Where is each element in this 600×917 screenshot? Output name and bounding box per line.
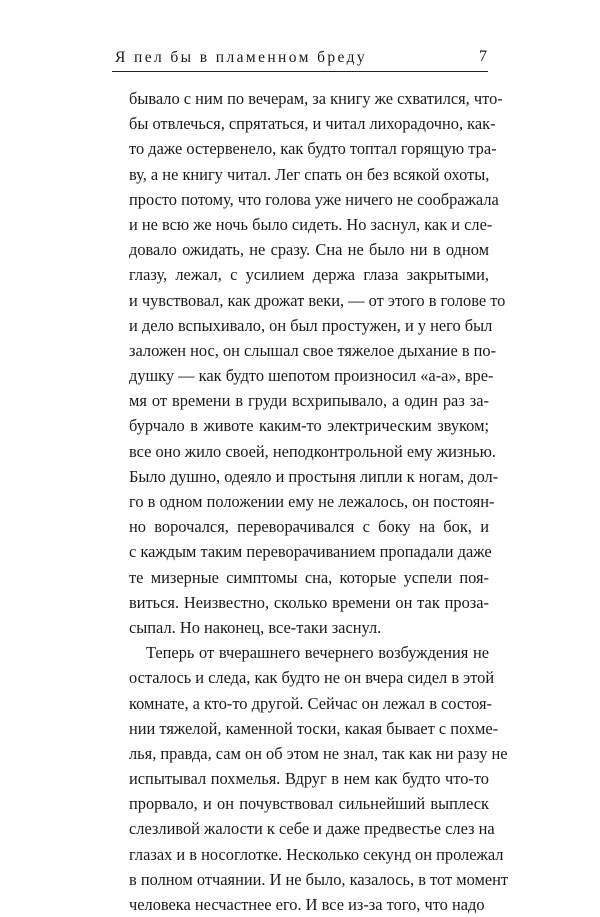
text-line: в полном отчаянии. И не было, казалось, в тот момент [129,869,509,889]
text-line: душку — как будто шепотом произносил «а-а», вре- [129,366,494,386]
text-line: комнате, а кто-то другой. Сейчас он лежал в состоя- [129,693,493,713]
body-text [129,86,509,917]
text-line: все оно жило своей, неподконтрольной ему жизнью. [129,441,496,461]
text-line: виться. Неизвестно, сколько времени он так проза- [129,592,489,612]
text-line: довало ожидать, не сразу. Сна не было ни в одном [129,240,489,260]
text-line: и чувствовал, как дрожат веки, — от этого в голове то [129,290,506,310]
running-title: Я пел бы в пламенном бреду [115,49,368,66]
text-line: испытывал похмелья. Вдруг в нем как будто что-то [129,769,489,789]
text-line: те мизерные симптомы сна, которые успели поя- [129,567,489,587]
text-line: и не всю же ночь было сидеть. Но заснул, как и сле- [129,214,493,234]
text-line: го в одном положении ему не лежалось, он постоян- [129,492,495,511]
text-line: сыпал. Но наконец, все-таки заснул. [129,617,382,637]
text-line: то даже остервенело, как будто топтал горящую тра- [129,139,497,159]
header-rule [112,71,488,72]
text-line: просто потому, что голова уже ничего не соображала [129,189,499,209]
text-line: Было душно, одеяло и простыня липли к ногам, дол- [129,466,499,486]
text-line: Теперь от вчерашнего вечернего возбуждения не [146,643,489,663]
text-line: глазу, лежал, с усилием держа глаза закрытыми, [129,265,489,285]
text-line: но ворочался, переворачивался с боку на бок, и [129,517,489,537]
text-line: осталось и следа, как будто не он вчера сидел в этой [129,668,495,688]
text-line: человека несчастнее его. И все из-за того, что надо [129,895,485,914]
text-line: заложен нос, он слышал свое тяжелое дыхание в по- [129,340,497,360]
text-line: нии тяжелой, каменной тоски, какая бывает с похме- [129,718,499,738]
text-line: и дело вспыхивало, он был простужен, и у него был [129,315,493,335]
running-head [112,45,488,69]
text-line: с каждым таким переворачиванием пропадали даже [129,542,492,562]
page-number: 7 [479,48,487,65]
text-line: слезливой жалости к себе и даже предвестье слез на [129,819,495,839]
text-line: мя от времени в груди всхрипывало, а один раз за- [129,391,489,411]
text-line: глазах и в носоглотке. Несколько секунд он пролежал [129,844,504,864]
text-line: бы отвлечься, спрятаться, и читал лихорадочно, как- [129,114,496,134]
text-line: лья, правда, сам он об этом не знал, так как ни разу не [129,743,508,763]
text-line: ву, а не книгу читал. Лег спать он без всякой охоты, [129,164,490,184]
text-line: бурчало в животе каким-то электрическим звуком; [129,416,489,436]
text-line: прорвало, и он почувствовал сильнейший выплеск [129,794,489,814]
text-line: бывало с ним по вечерам, за книгу же схватился, что- [129,89,503,108]
